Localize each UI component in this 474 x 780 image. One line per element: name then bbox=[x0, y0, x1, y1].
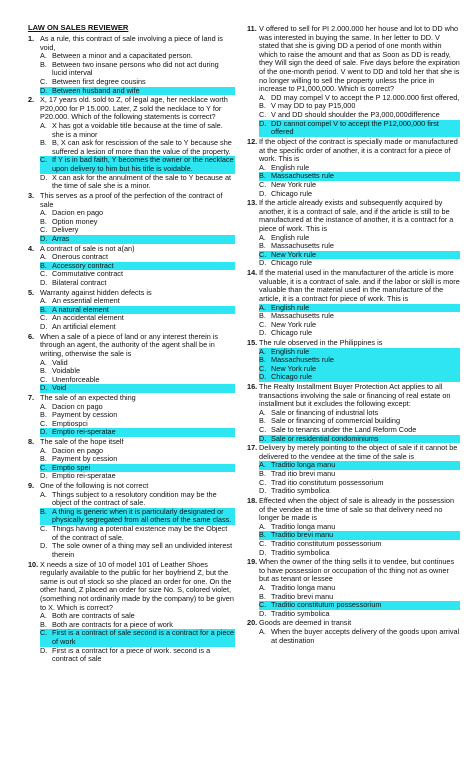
option-text: Sale or financing of commercial building bbox=[271, 416, 401, 426]
option-highlighted-answer bbox=[40, 629, 235, 646]
option-letter: D. bbox=[40, 235, 52, 244]
option-text: DD cannot compel V to accept the P12,000,000 first offered bbox=[271, 120, 460, 137]
option-letter: C. bbox=[259, 425, 267, 435]
option-letter: D. bbox=[40, 471, 48, 481]
option-letter: B. bbox=[40, 508, 52, 525]
option-highlighted-answer bbox=[259, 435, 460, 444]
option-text: Payment by cession bbox=[52, 410, 118, 420]
option-letter: D. bbox=[40, 428, 52, 437]
option-text: Traditio longa manu bbox=[271, 583, 336, 592]
option-list bbox=[40, 209, 235, 243]
question-number: 5. bbox=[28, 287, 35, 297]
option-item bbox=[40, 61, 235, 78]
option-letter: A. bbox=[259, 583, 266, 592]
option-letter: D. bbox=[259, 486, 267, 496]
option-letter: B. bbox=[40, 216, 47, 226]
option-letter: B. bbox=[259, 531, 271, 540]
question-number: 10. bbox=[28, 559, 39, 569]
option-text: Traditio brevi manu bbox=[271, 531, 460, 540]
question-row bbox=[247, 199, 460, 233]
question-item bbox=[247, 383, 460, 443]
option-item bbox=[40, 279, 235, 288]
question-text: If the article already exists and subsequently acquired by another, it is a contract of sale, and if the article is still to be manufactured at the instance of another, it is a contract for a piece of work. This is bbox=[259, 198, 454, 234]
option-letter: D. bbox=[259, 608, 267, 618]
option-letter: B. bbox=[40, 59, 47, 69]
option-text: Bilateral contract bbox=[52, 278, 107, 288]
option-item bbox=[40, 226, 235, 235]
option-text: Commutative contract bbox=[52, 269, 123, 279]
option-text: An artificial element bbox=[52, 322, 116, 332]
option-text: Both are contracts of sale bbox=[52, 611, 135, 621]
option-highlighted-answer bbox=[40, 87, 235, 96]
option-letter: A. bbox=[259, 461, 271, 470]
option-item bbox=[259, 190, 460, 199]
question-text: The rule observed in the Philippines is bbox=[259, 337, 383, 347]
option-letter: B. bbox=[40, 366, 47, 376]
option-letter: B. bbox=[40, 454, 47, 464]
option-letter: A. bbox=[40, 489, 47, 499]
question-text: V offered to sell for PI 2.000.000 her house and lot to DD who was interested in buying the same. In her letter to DD. V stated that she is giving DD a period of one month within which to raise the amount and that as Soon as DD is ready, they Will sign the deed of sale. Five days before the expiration of the one-month period. V went to DD and told her that she is no longer willing to sell the property unless the price in increase to P1,000,000. Which is correct? bbox=[259, 24, 460, 94]
option-letter: B. bbox=[259, 469, 266, 479]
option-list bbox=[259, 164, 460, 198]
option-list bbox=[40, 447, 235, 481]
option-list bbox=[259, 348, 460, 382]
option-item bbox=[40, 323, 235, 332]
question-item bbox=[28, 35, 235, 95]
option-letter: B. bbox=[259, 101, 266, 111]
option-letter: D. bbox=[40, 322, 48, 332]
option-list bbox=[40, 403, 235, 437]
option-item bbox=[40, 647, 235, 664]
option-text: English rule bbox=[271, 162, 310, 172]
question-text: If the material used in the manufacturer of the article is more valuable, it is a contract of sale. and if the labor or skill is more valuable than the material used in the manufacture of the article, it is a contract for piece of work. This is bbox=[259, 268, 460, 303]
option-letter: C. bbox=[259, 601, 271, 610]
question-number: 11. bbox=[247, 24, 257, 33]
option-text: Traditio longa manu bbox=[271, 461, 460, 470]
option-letter: D. bbox=[40, 541, 48, 551]
option-text: Traditio symbolica bbox=[271, 486, 330, 496]
option-letter: A. bbox=[40, 445, 47, 455]
question-row bbox=[247, 269, 460, 303]
option-letter: D. bbox=[259, 120, 271, 137]
option-text: Chicago rule bbox=[271, 188, 312, 198]
question-number: 6. bbox=[28, 331, 35, 341]
option-letter: C. bbox=[259, 251, 271, 260]
option-text: Between husband and wife bbox=[52, 87, 235, 96]
option-text: English rule bbox=[271, 348, 460, 357]
option-text: Massachusetts rule bbox=[271, 172, 460, 181]
option-item bbox=[259, 549, 460, 558]
option-text: An accidental element bbox=[52, 313, 124, 323]
columns bbox=[28, 24, 460, 664]
question-row bbox=[247, 444, 460, 461]
option-text: A thing is generic when it is particularly designated or physically segregated from all others of the same class. bbox=[52, 508, 235, 525]
option-item bbox=[259, 628, 460, 645]
option-list bbox=[259, 304, 460, 338]
option-item bbox=[40, 491, 235, 508]
option-highlighted-answer bbox=[259, 120, 460, 137]
option-list bbox=[259, 409, 460, 443]
option-text: Massachusetts rule bbox=[271, 356, 460, 365]
option-highlighted-answer bbox=[40, 156, 235, 173]
question-text: A contract of sale is not a(an) bbox=[40, 243, 135, 253]
option-list bbox=[40, 491, 235, 560]
option-text: Between two insane persons who did not act during lucid interval bbox=[52, 59, 219, 78]
option-letter: A. bbox=[40, 611, 47, 621]
option-letter: A. bbox=[259, 521, 266, 531]
option-letter: A. bbox=[40, 252, 47, 262]
option-letter: C. bbox=[259, 538, 267, 548]
option-text: Emptio rei-speratae bbox=[52, 471, 116, 481]
option-letter: B. bbox=[40, 262, 52, 271]
option-letter: B. bbox=[259, 591, 266, 601]
question-text: Delivery by merely pointing to the object of sale if it cannot be delivered to the vendee at the time of the sale is bbox=[259, 443, 458, 461]
option-text: Traditio longa manu bbox=[271, 521, 336, 531]
option-letter: A. bbox=[259, 407, 266, 417]
option-text: Traditio constitutum possessorium bbox=[271, 538, 382, 548]
option-list bbox=[40, 297, 235, 331]
option-text: V may DD to pay P15,000 bbox=[271, 101, 356, 111]
question-item bbox=[28, 333, 235, 393]
option-letter: C. bbox=[259, 110, 267, 120]
option-text: Accessory contract bbox=[52, 262, 235, 271]
question-number: 1. bbox=[28, 33, 35, 43]
option-text: New York rule bbox=[271, 319, 317, 329]
option-text: Things having a potential existence may be the Object of the contract of sale. bbox=[52, 524, 228, 542]
question-item bbox=[28, 561, 235, 664]
question-row bbox=[28, 333, 235, 359]
question-row bbox=[247, 25, 460, 94]
question-number: 12. bbox=[247, 136, 258, 146]
question-item bbox=[247, 199, 460, 268]
option-text: Chicago rule bbox=[271, 258, 312, 268]
option-letter: D. bbox=[40, 384, 52, 393]
question-row bbox=[28, 192, 235, 209]
question-number: 3. bbox=[28, 190, 35, 200]
option-list bbox=[259, 523, 460, 557]
question-item bbox=[247, 138, 460, 198]
option-text: Between first degree cousins bbox=[52, 77, 146, 86]
option-letter: D. bbox=[259, 188, 267, 198]
question-number: 18. bbox=[247, 495, 258, 505]
option-letter: A. bbox=[40, 296, 47, 306]
option-text: V and DD should shoulder the P3,000,000difference bbox=[271, 110, 440, 120]
question-item bbox=[247, 444, 460, 496]
question-row bbox=[247, 383, 460, 409]
option-item bbox=[40, 174, 235, 191]
option-letter: D. bbox=[259, 373, 271, 382]
option-letter: C. bbox=[40, 156, 52, 173]
question-item bbox=[247, 25, 460, 137]
question-number: 4. bbox=[28, 243, 35, 253]
option-letter: D. bbox=[259, 435, 271, 444]
question-item bbox=[247, 558, 460, 618]
option-letter: B. bbox=[259, 416, 266, 426]
option-text: Traditio brevi manu bbox=[271, 591, 334, 601]
option-text: Massachusetts rule bbox=[271, 311, 334, 321]
question-number: 15. bbox=[247, 337, 258, 347]
document-title: LAW ON SALES REVIEWER bbox=[28, 23, 129, 32]
option-text: Between a minor and a capacitated person. bbox=[52, 51, 193, 61]
option-letter: D. bbox=[40, 278, 48, 288]
option-text: Payment by cession bbox=[52, 454, 118, 464]
option-letter: C. bbox=[259, 179, 267, 189]
option-text: Traditio symbolica bbox=[271, 608, 330, 618]
option-letter: B. bbox=[40, 138, 47, 148]
option-highlighted-answer bbox=[40, 428, 235, 437]
option-text: Onerous contract bbox=[52, 252, 108, 262]
option-text: DD may compel V to accept the P 12.000.000 first offered, bbox=[271, 92, 460, 102]
question-number: 2. bbox=[28, 95, 35, 105]
question-text: One of the following is not correct bbox=[40, 481, 149, 491]
option-letter: B. bbox=[259, 172, 271, 181]
question-number: 16. bbox=[247, 381, 258, 391]
question-number: 20. bbox=[247, 618, 258, 628]
option-letter: C. bbox=[40, 77, 48, 86]
option-letter: B. bbox=[259, 311, 266, 321]
option-highlighted-answer bbox=[40, 384, 235, 393]
option-item bbox=[40, 376, 235, 385]
option-letter: C. bbox=[259, 319, 267, 329]
option-letter: D. bbox=[40, 645, 48, 655]
option-item bbox=[40, 472, 235, 481]
option-letter: C. bbox=[259, 365, 271, 374]
question-text: Effected when the object of sale is already in the possession of the vendee at the time of sale so that delivery need no longer be made is bbox=[259, 495, 455, 523]
option-text: Unenforceable bbox=[52, 374, 100, 384]
question-row bbox=[247, 138, 460, 164]
question-text: The Realty Installment Buyer Protection Act applies to all transactions involving the sale or financing of real estate on installment but it excludes the following except: bbox=[259, 381, 451, 409]
option-letter: B. bbox=[40, 619, 47, 629]
option-text: Dacion en pago bbox=[52, 445, 104, 455]
option-list bbox=[40, 122, 235, 191]
question-row bbox=[28, 96, 235, 122]
option-letter: C. bbox=[40, 418, 48, 428]
option-list bbox=[40, 359, 235, 393]
question-text: When the owner of the thing sells it to vendee, but continues to have possession or occupation of thc thing not as owner but as tenant or lessee bbox=[259, 557, 455, 584]
option-item bbox=[40, 525, 235, 542]
option-letter: A. bbox=[40, 357, 47, 367]
option-letter: A. bbox=[40, 51, 47, 61]
option-letter: D. bbox=[40, 87, 52, 96]
option-letter: B. bbox=[40, 306, 52, 315]
option-text: New York rule bbox=[271, 365, 460, 374]
question-item bbox=[28, 289, 235, 332]
right-question-list bbox=[247, 25, 460, 645]
option-text: Things subject to a resolutory condition may be the object of the contract of sale. bbox=[52, 489, 217, 508]
option-letter: C. bbox=[40, 464, 52, 473]
option-text: Traditio symbolica bbox=[271, 547, 330, 557]
question-text: This serves as a proof of the perfection of the contract of sale bbox=[40, 190, 223, 209]
option-letter: D. bbox=[259, 547, 267, 557]
option-text: If Y is in bad faith, Y becomes the owner or the necklace upon delivery to him but his title is voidable. bbox=[52, 155, 234, 174]
option-text: B, X can ask for rescission of the sale to Y because she suffered a lesion of more than the value of the property. bbox=[52, 138, 232, 156]
question-text: As a rule, this contract of sale involving a piece of land is void, bbox=[40, 33, 223, 52]
question-text: The sale of an expected thing bbox=[40, 392, 136, 402]
option-highlighted-answer bbox=[40, 508, 235, 525]
question-item bbox=[28, 245, 235, 288]
option-letter: A. bbox=[259, 627, 266, 637]
option-letter: A. bbox=[259, 304, 271, 313]
question-number: 14. bbox=[247, 268, 258, 278]
option-letter: C. bbox=[40, 313, 48, 323]
option-letter: A. bbox=[259, 92, 266, 102]
option-list bbox=[40, 52, 235, 95]
option-text: Trad itio constitutum possessorium bbox=[271, 477, 384, 487]
question-number: 9. bbox=[28, 481, 35, 491]
option-text: X has got a voidable title because at the time of sale. she is a minor bbox=[52, 121, 223, 139]
option-letter: A. bbox=[259, 348, 271, 357]
option-item bbox=[259, 610, 460, 619]
option-letter: D. bbox=[40, 172, 48, 182]
question-text: X needs a size of 10 of model 101 of Leather Shoes regularly available to the public for her boyfriend Z, but the same is out of stock so she placed an order for one. On the other hand, Z placed an order for size No. S, colored violet, (something not ordinarily made by the company) to be given to X. Which is correct? bbox=[40, 559, 234, 612]
option-text: Emptiospci bbox=[52, 418, 88, 428]
option-text: Delivery bbox=[52, 225, 79, 235]
option-text: Sale or financing of industrial lots bbox=[271, 407, 379, 417]
question-item bbox=[28, 438, 235, 481]
left-question-list bbox=[28, 35, 235, 664]
option-highlighted-answer bbox=[259, 373, 460, 382]
option-letter: A. bbox=[259, 232, 266, 242]
option-list bbox=[259, 628, 460, 645]
option-list bbox=[259, 234, 460, 268]
option-text: Voidable bbox=[52, 366, 80, 376]
question-row bbox=[28, 35, 235, 52]
option-text: Chicago rule bbox=[271, 373, 460, 382]
option-letter: B. bbox=[259, 241, 266, 251]
option-letter: A. bbox=[40, 401, 47, 411]
option-text: Both are contracts for a piece of work bbox=[52, 619, 173, 629]
option-text: Traditio constitutum possessorium bbox=[271, 601, 460, 610]
option-text: Sale or residential condominiums bbox=[271, 435, 460, 444]
option-letter: C. bbox=[40, 374, 48, 384]
option-list bbox=[40, 253, 235, 287]
question-number: 17. bbox=[247, 443, 258, 453]
option-letter: A. bbox=[40, 121, 47, 131]
question-text: Goods are deemed in transit bbox=[259, 618, 352, 628]
question-item bbox=[28, 96, 235, 191]
option-text: Valid bbox=[52, 357, 68, 367]
option-text: First is a contract for a piece of work. second is a contract of sale bbox=[52, 645, 211, 664]
question-item bbox=[28, 192, 235, 244]
option-text: Emptio spei bbox=[52, 464, 235, 473]
option-list bbox=[259, 461, 460, 495]
option-text: Massachusetts rule bbox=[271, 241, 334, 251]
question-text: The sale of the hope itself bbox=[40, 436, 124, 446]
right-column bbox=[247, 24, 460, 664]
option-letter: D. bbox=[259, 328, 267, 338]
question-text: When a sale of a piece of land or any interest therein is through an agent, the authority of the agent shall be in writing, otherwise the sale is bbox=[40, 331, 219, 358]
question-number: 19. bbox=[247, 557, 258, 567]
option-text: Arras bbox=[52, 235, 235, 244]
option-item bbox=[40, 542, 235, 559]
question-item bbox=[28, 482, 235, 559]
option-letter: C. bbox=[40, 269, 48, 279]
question-row bbox=[247, 558, 460, 584]
question-text: If the object of the contract is specially made or manufactured at the specific order of another, it is a contract for a piece of work. This is bbox=[259, 136, 458, 164]
option-text: X can ask for the annulment of the sale to Y because at the time of sale she is a minor. bbox=[52, 172, 232, 191]
option-item bbox=[259, 259, 460, 268]
option-text: The sole owner of a thing may sell an undivided interest therein bbox=[52, 541, 233, 559]
question-number: 8. bbox=[28, 436, 35, 446]
question-item bbox=[247, 269, 460, 338]
option-highlighted-answer bbox=[40, 235, 235, 244]
question-text: Warranty against hidden defects is bbox=[40, 287, 152, 297]
option-letter: A. bbox=[259, 162, 266, 172]
option-item bbox=[259, 329, 460, 338]
option-text: Trad itio brevi manu bbox=[271, 469, 336, 479]
option-letter: C. bbox=[40, 225, 48, 235]
option-text: Void bbox=[52, 384, 235, 393]
option-letter: D. bbox=[259, 258, 267, 268]
option-text: An essential element bbox=[52, 296, 120, 306]
option-letter: C. bbox=[40, 524, 48, 534]
option-text: New York rule bbox=[271, 251, 460, 260]
option-text: New York rule bbox=[271, 179, 317, 189]
option-text: Option money bbox=[52, 216, 98, 226]
left-column bbox=[28, 24, 235, 664]
option-list bbox=[259, 94, 460, 137]
option-text: Emptio rei-speratae bbox=[52, 428, 235, 437]
option-text: Dacion en pago bbox=[52, 208, 104, 218]
option-list bbox=[40, 612, 235, 664]
option-text: First is a contract of sale second is a contract for a piece of work bbox=[52, 628, 235, 646]
option-text: A natural element bbox=[52, 306, 235, 315]
question-item bbox=[247, 497, 460, 557]
option-text: Dacion cn pago bbox=[52, 401, 103, 411]
option-letter: C. bbox=[40, 629, 52, 646]
question-number: 13. bbox=[247, 198, 258, 208]
question-row bbox=[28, 561, 235, 613]
option-letter: A. bbox=[40, 208, 47, 218]
question-item bbox=[247, 619, 460, 645]
question-item bbox=[247, 339, 460, 382]
option-item bbox=[40, 139, 235, 156]
option-letter: B. bbox=[259, 356, 271, 365]
option-text: When the buyer accepts delivery of the goods upon arrival at destination bbox=[271, 627, 460, 645]
question-text: X, 17 years old. sold to Z, of legal age, her necklace worth P20,000 for P 15.000. Later, Z sold the necklace to Y for P20.000. Which of the following statements is correct? bbox=[40, 95, 228, 122]
question-row bbox=[247, 497, 460, 523]
option-list bbox=[259, 584, 460, 618]
option-letter: B. bbox=[40, 410, 47, 420]
option-text: Sale to tenants under the Land Reform Code bbox=[271, 425, 417, 435]
option-item bbox=[259, 487, 460, 496]
option-item bbox=[40, 122, 235, 139]
question-item bbox=[28, 394, 235, 437]
option-text: English rule bbox=[271, 304, 460, 313]
option-text: English rule bbox=[271, 232, 310, 242]
option-text: Chicago rule bbox=[271, 328, 312, 338]
question-number: 7. bbox=[28, 392, 35, 402]
option-letter: C. bbox=[259, 477, 267, 487]
